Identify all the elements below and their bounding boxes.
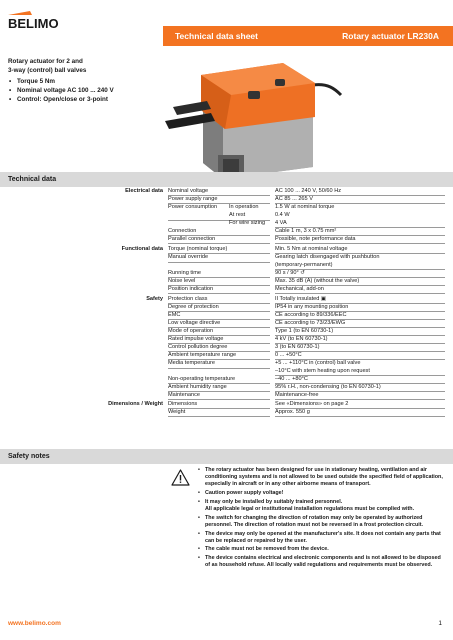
category-label: Functional data: [121, 245, 163, 252]
row-value: 3 (to EN 60730-1): [275, 344, 445, 352]
row-value: (temporary-permanent): [275, 262, 445, 270]
row-value: 90 s / 90° ↺: [275, 270, 445, 278]
technical-data-header: Technical data: [0, 172, 453, 187]
row-value: –10°C with stem heating upon request: [275, 368, 445, 376]
page-number: 1: [438, 620, 442, 627]
row-value: Type 1 (to EN 60730-1): [275, 328, 445, 336]
safety-note: [197, 531, 447, 545]
table-row: [0, 228, 453, 235]
row-label: Media temperature: [168, 359, 215, 366]
table-row: [0, 188, 453, 195]
header-bar: [163, 26, 453, 46]
note-line: • The switch for changing the direction of rotation may only be operated by authorized: [205, 514, 423, 521]
row-label: Mode of operation: [168, 328, 270, 336]
row-value: See «Dimensions» on page 2: [275, 401, 445, 409]
feature-list: [8, 77, 114, 104]
row-label: Power supply range: [168, 196, 270, 204]
row-label: Ambient humidity range: [168, 384, 270, 392]
row-value: Gearing latch disengaged with pushbutton: [275, 253, 380, 260]
safety-note: [197, 499, 447, 513]
note-line: • The cable must not be removed from the device.: [205, 546, 329, 553]
table-row: [0, 262, 453, 269]
row-value: II Totally insulated ▣: [275, 296, 445, 304]
table-row: [0, 376, 453, 383]
row-label: Nominal voltage: [168, 188, 270, 196]
row-value: AC 85 ... 265 V: [275, 196, 445, 204]
actuator-product-image: [163, 55, 343, 183]
row-value: Cable 1 m, 3 x 0.75 mm²: [275, 228, 445, 236]
row-label: Noise level: [168, 278, 270, 286]
table-row: [0, 286, 453, 293]
table-row: [0, 196, 453, 203]
row-value: 1.5 W at nominal torque: [275, 204, 335, 210]
row-value: 0.4 W: [275, 212, 290, 218]
row-label: Parallel connection: [168, 236, 270, 244]
table-row: [0, 401, 453, 408]
row-label: Torque (nominal torque): [168, 246, 270, 254]
table-row: [0, 204, 453, 211]
row-value: Approx. 550 g: [275, 409, 445, 417]
intro-line: 3-way (control) ball valves: [8, 67, 87, 75]
note-line: conditioning systems and is not allowed to be used outside the specified field of application,: [205, 474, 443, 481]
safety-note: [197, 515, 447, 529]
note-line: especially in aircraft or in any other airborne means of transport.: [205, 481, 371, 488]
row-label: Degree of protection: [168, 304, 270, 312]
note-line: of as household refuse. All locally valid regulations and requirements must be observed.: [205, 562, 433, 569]
row-value: Max. 35 dB (A) (without the valve): [275, 278, 445, 286]
row-label: Protection class: [168, 296, 270, 304]
note-line: • The rotary actuator has been designed for use in stationary heating, ventilation and air: [205, 467, 427, 473]
row-value: CE according to 89/336/EEC: [275, 312, 445, 320]
feature-item: • Nominal voltage AC 100 ... 240 V: [8, 86, 114, 95]
safety-note: [197, 490, 447, 497]
row-sublabel: At rest: [229, 212, 246, 218]
table-row: [0, 246, 453, 253]
row-value: +5 ... +110°C in (control) ball valve: [275, 359, 361, 366]
table-row: [0, 344, 453, 351]
row-value: IP54 in any mounting position: [275, 304, 445, 312]
table-row: [0, 254, 453, 261]
row-label: Dimensions: [168, 401, 270, 409]
safety-note: [197, 546, 447, 553]
row-value: 95% r.H., non-condensing (to EN 60730-1): [275, 384, 445, 392]
table-row: [0, 360, 453, 367]
product-title: Rotary actuator LR230A: [342, 31, 439, 41]
row-value: 4 VA: [275, 220, 445, 228]
safety-note: [197, 467, 447, 488]
table-row: [0, 236, 453, 243]
safety-notes-list: [197, 467, 447, 571]
category-label: Dimensions / Weight: [108, 401, 163, 407]
row-divider: [168, 368, 270, 369]
table-row: [0, 220, 453, 227]
table-row: [0, 384, 453, 391]
row-value: Min. 5 Nm at nominal voltage: [275, 246, 445, 254]
svg-text:BELIMO: BELIMO: [8, 16, 59, 31]
note-line: can be replaced or repaired by the user.: [205, 537, 307, 544]
doc-type-label: Technical data sheet: [175, 31, 258, 41]
table-row: [0, 392, 453, 399]
website-link[interactable]: www.belimo.com: [8, 620, 61, 627]
row-sublabel: For wire sizing: [229, 220, 266, 226]
table-row: [0, 409, 453, 416]
row-label: Rated impulse voltage: [168, 336, 270, 344]
row-label: Non-operating temperature: [168, 376, 270, 384]
row-value: Maintenance-free: [275, 392, 445, 400]
intro-line: Rotary actuator for 2 and: [8, 58, 83, 65]
row-label: Power consumption: [168, 204, 218, 210]
row-label: Low voltage directive: [168, 320, 270, 328]
table-row: [0, 270, 453, 277]
feature-item: • Torque 5 Nm: [8, 77, 114, 86]
note-line: • It may only be installed by suitably trained personnel.: [205, 498, 343, 505]
table-row: [0, 312, 453, 319]
note-line: • Caution power supply voltage!: [205, 489, 284, 496]
feature-item: • Control: Open/close or 3-point: [8, 95, 114, 104]
warning-icon: [171, 469, 190, 486]
table-row: [0, 320, 453, 327]
row-value: Mechanical, add-on: [275, 286, 445, 294]
row-value: CE according to 73/23/EWG: [275, 320, 445, 328]
row-value: Possible, note performance data: [275, 236, 445, 244]
table-row: [0, 352, 453, 359]
row-sublabel: In operation: [229, 204, 259, 210]
table-row: [0, 304, 453, 311]
row-divider: [168, 262, 270, 263]
note-line: All applicable legal or institutional installation regulations must be complied with.: [205, 505, 415, 512]
note-line: personnel. The direction of rotation must not be reversed in a frost protection circuit.: [205, 521, 424, 528]
row-label: Connection: [168, 228, 270, 236]
row-value: –40 ... +80°C: [275, 376, 445, 384]
row-label: Position indication: [168, 286, 270, 294]
safety-notes-header: Safety notes: [0, 449, 453, 464]
row-label: Weight: [168, 409, 270, 417]
row-label: Ambient temperature range: [168, 352, 270, 360]
table-row: [0, 212, 453, 219]
row-label: Control pollution degree: [168, 344, 270, 352]
safety-note: [197, 555, 447, 569]
belimo-logo: [8, 9, 68, 31]
row-value: 4 kV (to EN 60730-1): [275, 336, 445, 344]
row-label: Maintenance: [168, 392, 270, 400]
table-row: [0, 328, 453, 335]
row-label: EMC: [168, 312, 270, 320]
row-value: 0 ... +50°C: [275, 352, 445, 360]
table-row: [0, 336, 453, 343]
note-line: • The device contains electrical and electronic components and is not allowed to be disposed: [205, 555, 441, 562]
category-label: Electrical data: [125, 188, 163, 194]
table-row: [0, 296, 453, 303]
row-label: Manual override: [168, 253, 209, 260]
table-row: [0, 278, 453, 285]
note-line: • The device may only be opened at the manufacturer's site. It does not contain any parts that: [205, 530, 441, 537]
row-label: Running time: [168, 270, 270, 278]
product-summary: [8, 57, 114, 104]
row-value: AC 100 ... 240 V, 50/60 Hz: [275, 188, 445, 196]
table-row: [0, 368, 453, 375]
category-label: Safety: [146, 295, 163, 302]
